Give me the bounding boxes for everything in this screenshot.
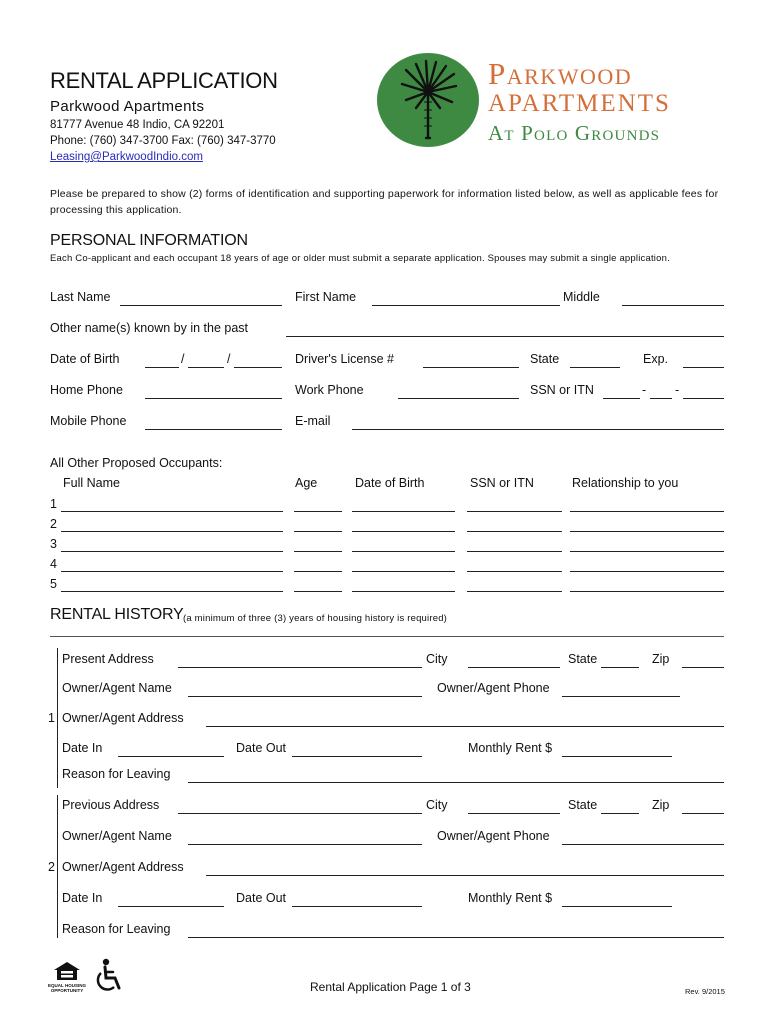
occupant-2-dob-field[interactable] bbox=[352, 531, 455, 532]
occupant-1-full-name-field[interactable] bbox=[61, 511, 283, 512]
present-zip-label: Zip bbox=[652, 652, 670, 666]
reason-leaving-2-label: Reason for Leaving bbox=[62, 922, 171, 936]
dl-exp-label: Exp. bbox=[643, 352, 669, 366]
previous-address-label: Previous Address bbox=[62, 798, 160, 812]
occupants-col-full-name: Full Name bbox=[63, 476, 120, 490]
occupant-5-dob-field[interactable] bbox=[352, 591, 455, 592]
first-name-label: First Name bbox=[295, 290, 357, 304]
occupant-1-dob-field[interactable] bbox=[352, 511, 455, 512]
occupant-2-age-field[interactable] bbox=[294, 531, 342, 532]
first-name-field[interactable] bbox=[372, 305, 560, 306]
occupant-2-relationship-field[interactable] bbox=[570, 531, 724, 532]
other-names-label: Other name(s) known by in the past bbox=[50, 321, 249, 335]
occupants-col-age: Age bbox=[295, 476, 318, 490]
ssn-dash-2: - bbox=[675, 383, 680, 397]
occupants-col-dob: Date of Birth bbox=[355, 476, 425, 490]
personal-info-note: Each Co-applicant and each occupant 18 years of age or older must submit a separate application. Spouses may submit a single application. bbox=[50, 253, 670, 264]
monthly-rent-1-field[interactable] bbox=[562, 756, 672, 757]
mobile-phone-field[interactable] bbox=[145, 429, 282, 430]
owner-address-1-label: Owner/Agent Address bbox=[62, 711, 184, 725]
dl-exp-field[interactable] bbox=[683, 367, 724, 368]
date-in-2-label: Date In bbox=[62, 891, 103, 905]
dob-slash-1: / bbox=[181, 352, 185, 366]
previous-city-field[interactable] bbox=[468, 813, 560, 814]
occupant-3-full-name-field[interactable] bbox=[61, 551, 283, 552]
occupant-3-relationship-field[interactable] bbox=[570, 551, 724, 552]
date-out-1-label: Date Out bbox=[236, 741, 287, 755]
present-state-field[interactable] bbox=[601, 667, 639, 668]
work-phone-field[interactable] bbox=[398, 398, 519, 399]
previous-zip-label: Zip bbox=[652, 798, 670, 812]
company-address: 81777 Avenue 48 Indio, CA 92201 bbox=[50, 119, 225, 131]
equal-housing-text: EQUAL HOUSING OPPORTUNITY bbox=[48, 983, 86, 993]
occupant-4-age-field[interactable] bbox=[294, 571, 342, 572]
owner-address-1-field[interactable] bbox=[206, 726, 724, 727]
occupant-3-dob-field[interactable] bbox=[352, 551, 455, 552]
occupant-4-dob-field[interactable] bbox=[352, 571, 455, 572]
occupant-4-full-name-field[interactable] bbox=[61, 571, 283, 572]
dob-slash-2: / bbox=[227, 352, 231, 366]
logo-text-apartments: APARTMENTS bbox=[488, 90, 671, 117]
present-city-field[interactable] bbox=[468, 667, 560, 668]
present-zip-field[interactable] bbox=[682, 667, 724, 668]
home-phone-field[interactable] bbox=[145, 398, 282, 399]
ssn-dash-1: - bbox=[642, 383, 647, 397]
monthly-rent-2-label: Monthly Rent $ bbox=[468, 891, 553, 905]
dl-state-field[interactable] bbox=[570, 367, 620, 368]
email-label: E-mail bbox=[295, 414, 331, 428]
occupants-col-ssn: SSN or ITN bbox=[470, 476, 534, 490]
ssn-part3-field[interactable] bbox=[683, 398, 724, 399]
middle-name-label: Middle bbox=[563, 290, 600, 304]
other-names-field[interactable] bbox=[286, 336, 724, 337]
date-out-2-field[interactable] bbox=[292, 906, 422, 907]
previous-state-field[interactable] bbox=[601, 813, 639, 814]
rental-block-2-number: 2 bbox=[48, 860, 55, 874]
personal-info-heading: PERSONAL INFORMATION bbox=[50, 232, 248, 249]
page-number: Rental Application Page 1 of 3 bbox=[310, 980, 471, 994]
occupant-2-full-name-field[interactable] bbox=[61, 531, 283, 532]
dob-month-field[interactable] bbox=[145, 367, 179, 368]
owner-phone-2-field[interactable] bbox=[562, 844, 724, 845]
previous-state-label: State bbox=[568, 798, 598, 812]
dob-label: Date of Birth bbox=[50, 352, 120, 366]
rental-block-1-number: 1 bbox=[48, 711, 55, 725]
occupant-5-ssn-field[interactable] bbox=[467, 591, 562, 592]
owner-name-1-field[interactable] bbox=[188, 696, 422, 697]
owner-phone-1-field[interactable] bbox=[562, 696, 680, 697]
monthly-rent-1-label: Monthly Rent $ bbox=[468, 741, 553, 755]
rental-history-heading: RENTAL HISTORY bbox=[50, 606, 184, 623]
home-phone-label: Home Phone bbox=[50, 383, 123, 397]
occupant-4-relationship-field[interactable] bbox=[570, 571, 724, 572]
occupants-col-relationship: Relationship to you bbox=[572, 476, 679, 490]
revision-date: Rev. 9/2015 bbox=[685, 987, 725, 996]
occupant-row-number: 2 bbox=[50, 517, 57, 531]
occupant-row-number: 1 bbox=[50, 497, 57, 511]
occupants-heading: All Other Proposed Occupants: bbox=[50, 456, 223, 470]
email-field[interactable] bbox=[352, 429, 724, 430]
owner-address-2-label: Owner/Agent Address bbox=[62, 860, 184, 874]
rental-block-2-bar bbox=[57, 795, 58, 938]
ssn-part1-field[interactable] bbox=[603, 398, 640, 399]
present-address-label: Present Address bbox=[62, 652, 154, 666]
owner-name-2-label: Owner/Agent Name bbox=[62, 829, 172, 843]
occupant-1-ssn-field[interactable] bbox=[467, 511, 562, 512]
drivers-license-field[interactable] bbox=[423, 367, 519, 368]
occupant-4-ssn-field[interactable] bbox=[467, 571, 562, 572]
dl-state-label: State bbox=[530, 352, 560, 366]
rental-history-note: (a minimum of three (3) years of housing history is required) bbox=[183, 613, 448, 624]
last-name-field[interactable] bbox=[120, 305, 282, 306]
palm-tree-logo-icon bbox=[376, 52, 480, 148]
date-in-2-field[interactable] bbox=[118, 906, 224, 907]
logo-text-parkwood: Parkwood bbox=[488, 56, 633, 91]
previous-address-field[interactable] bbox=[178, 813, 422, 814]
wheelchair-accessible-icon bbox=[92, 958, 126, 994]
ssn-part2-field[interactable] bbox=[650, 398, 672, 399]
date-out-1-field[interactable] bbox=[292, 756, 422, 757]
middle-name-field[interactable] bbox=[622, 305, 724, 306]
equal-housing-icon bbox=[50, 960, 84, 982]
page-title: RENTAL APPLICATION bbox=[50, 68, 278, 93]
present-state-label: State bbox=[568, 652, 598, 666]
mobile-phone-label: Mobile Phone bbox=[50, 414, 127, 428]
date-out-2-label: Date Out bbox=[236, 891, 287, 905]
date-in-1-field[interactable] bbox=[118, 756, 224, 757]
present-address-field[interactable] bbox=[178, 667, 422, 668]
occupant-row-number: 3 bbox=[50, 537, 57, 551]
reason-leaving-2-field[interactable] bbox=[188, 937, 724, 938]
reason-leaving-1-field[interactable] bbox=[188, 782, 724, 783]
company-email-link[interactable]: Leasing@ParkwoodIndio.com bbox=[50, 151, 203, 163]
occupant-1-relationship-field[interactable] bbox=[570, 511, 724, 512]
previous-city-label: City bbox=[426, 798, 448, 812]
occupant-row-number: 4 bbox=[50, 557, 57, 571]
owner-address-2-field[interactable] bbox=[206, 875, 724, 876]
present-city-label: City bbox=[426, 652, 448, 666]
rental-history-rule bbox=[50, 636, 724, 637]
monthly-rent-2-field[interactable] bbox=[562, 906, 672, 907]
occupant-3-age-field[interactable] bbox=[294, 551, 342, 552]
dob-day-field[interactable] bbox=[188, 367, 224, 368]
occupant-3-ssn-field[interactable] bbox=[467, 551, 562, 552]
occupant-2-ssn-field[interactable] bbox=[467, 531, 562, 532]
occupant-1-age-field[interactable] bbox=[294, 511, 342, 512]
date-in-1-label: Date In bbox=[62, 741, 103, 755]
logo-text-polo-grounds: At Polo Grounds bbox=[488, 121, 661, 145]
occupant-5-age-field[interactable] bbox=[294, 591, 342, 592]
owner-phone-1-label: Owner/Agent Phone bbox=[437, 681, 550, 695]
owner-phone-2-label: Owner/Agent Phone bbox=[437, 829, 550, 843]
occupant-5-relationship-field[interactable] bbox=[570, 591, 724, 592]
dob-year-field[interactable] bbox=[234, 367, 282, 368]
drivers-license-label: Driver's License # bbox=[295, 352, 394, 366]
occupant-row-number: 5 bbox=[50, 577, 57, 591]
company-phone-fax: Phone: (760) 347-3700 Fax: (760) 347-3770 bbox=[50, 135, 276, 147]
work-phone-label: Work Phone bbox=[295, 383, 364, 397]
last-name-label: Last Name bbox=[50, 290, 111, 304]
rental-block-1-bar bbox=[57, 648, 58, 788]
previous-zip-field[interactable] bbox=[682, 813, 724, 814]
reason-leaving-1-label: Reason for Leaving bbox=[62, 767, 171, 781]
owner-name-2-field[interactable] bbox=[188, 844, 422, 845]
page-subtitle: Parkwood Apartments bbox=[50, 98, 205, 115]
ssn-label: SSN or ITN bbox=[530, 383, 594, 397]
intro-text: Please be prepared to show (2) forms of identification and supporting paperwork for information listed below, as well as applicable fees for processing this application. bbox=[50, 188, 719, 216]
occupant-5-full-name-field[interactable] bbox=[61, 591, 283, 592]
owner-name-1-label: Owner/Agent Name bbox=[62, 681, 172, 695]
